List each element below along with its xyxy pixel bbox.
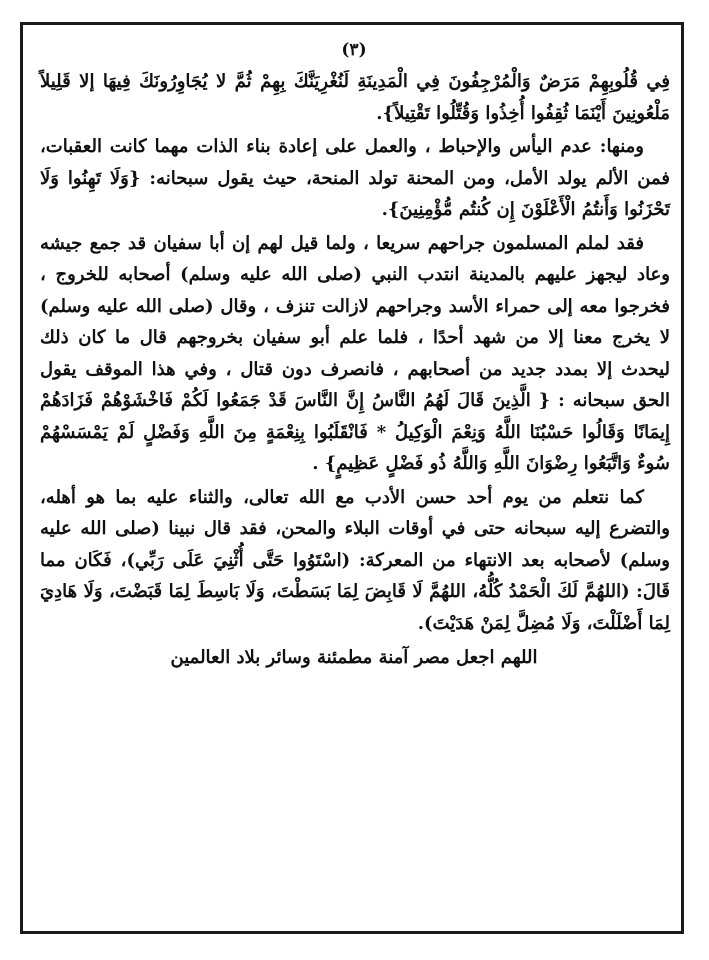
paragraph-3 bbox=[30, 228, 678, 480]
page-number: (٣) bbox=[341, 40, 367, 60]
quran-verse: {وَلَا تَهِنُوا وَلَا تَحْزَنُوا وَأَنتُمُ الْأَعْلَوْنَ إِن كُنتُم مُّؤْمِنِينَ}. bbox=[40, 167, 670, 220]
paragraph-4 bbox=[30, 482, 678, 640]
document-page bbox=[30, 30, 678, 930]
paragraph-text: فقد لملم المسلمون جراحهم سريعا ، ولما قيل لهم إن أبا سفيان قد جمع جيشه وعاد ليجهز عليهم بالمدينة انتدب النبي (صلى الله عليه وسلم) أصحابه للخروج ، فخرجوا معه إلى حمراء الأسد وجراحهم لازالت تنزف ، وقال (صلى الله عليه وسلم) لا يخرج معنا إلا من شهد أحدًا ، فلما علم أبو سفيان بخروجهم قال ما كان ذلك ليحدث إلا بمدد جديد من أصحابهم ، فانصرف دون قتال ، وفي هذا الموقف يقول الحق سبحانه : bbox=[40, 232, 670, 411]
quran-verse: { الَّذِينَ قَالَ لَهُمُ النَّاسُ إِنَّ النَّاسَ قَدْ جَمَعُوا لَكُمْ فَاخْشَوْهُمْ فَزَادَهُمْ إِيمَانًا وَقَالُوا حَسْبُنَا اللَّهُ وَنِعْمَ الْوَكِيلُ * فَانْقَلَبُوا بِنِعْمَةٍ مِنَ اللَّهِ وَفَضْلٍ لَمْ يَمْسَسْهُمْ سُوءٌ وَاتَّبَعُوا رِضْوَانَ اللَّهِ وَاللَّهُ ذُو فَضْلٍ عَظِيمٍ} . bbox=[40, 390, 670, 474]
closing-dua: اللهم اجعل مصر آمنة مطمئنة وسائر بلاد العالمين bbox=[170, 647, 538, 668]
highlighted-phrase: عدم اليأس والإحباط bbox=[438, 136, 592, 157]
paragraph-text: ومنها: bbox=[591, 136, 644, 157]
paragraph-text: كما نتعلم من يوم أحد حسن الأدب مع الله تعالى، والثناء عليه بما هو أهله، والتضرع إليه سبحانه حتى في أوقات البلاء والمحن، فقد قال نبينا (صلى الله عليه وسلم) لأصحابه بعد الانتهاء من المعركة: (اسْتَوُوا حَتَّى أُثْنِيَ عَلَى رَبِّي)، فَكَان مما قَالَ: (اللهُمَّ لَكَ الْحَمْدُ كُلُّهُ، اللهُمَّ لَا قَابِضَ لِمَا بَسَطْتَ، وَلَا بَاسِطَ لِمَا قَبَضْتَ، وَلَا هَادِيَ لِمَا أَضْلَلْتَ، وَلَا مُضِلَّ لِمَنْ هَدَيْتَ). bbox=[40, 486, 670, 634]
paragraph-2 bbox=[30, 131, 678, 226]
paragraph-1 bbox=[30, 66, 678, 129]
quran-verse: فِي قُلُوبِهِمْ مَرَضٌ وَالْمُرْجِفُونَ فِي الْمَدِينَةِ لَنُغْرِيَنَّكَ بِهِمْ ثُمَّ لا يُجَاوِرُونَكَ فِيهَا إلا قَلِيلاً مَلْعُونِينَ أَيْنَمَا ثُقِفُوا أُخِذُوا وَقُتِّلُوا تَقْتِيلاً}. bbox=[40, 71, 670, 124]
paragraph-text: ، والعمل على إعادة بناء الذات مهما كانت العقبات، فمن الألم يولد الأمل، ومن المحنة تولد المنحة، حيث يقول سبحانه: bbox=[40, 136, 671, 189]
